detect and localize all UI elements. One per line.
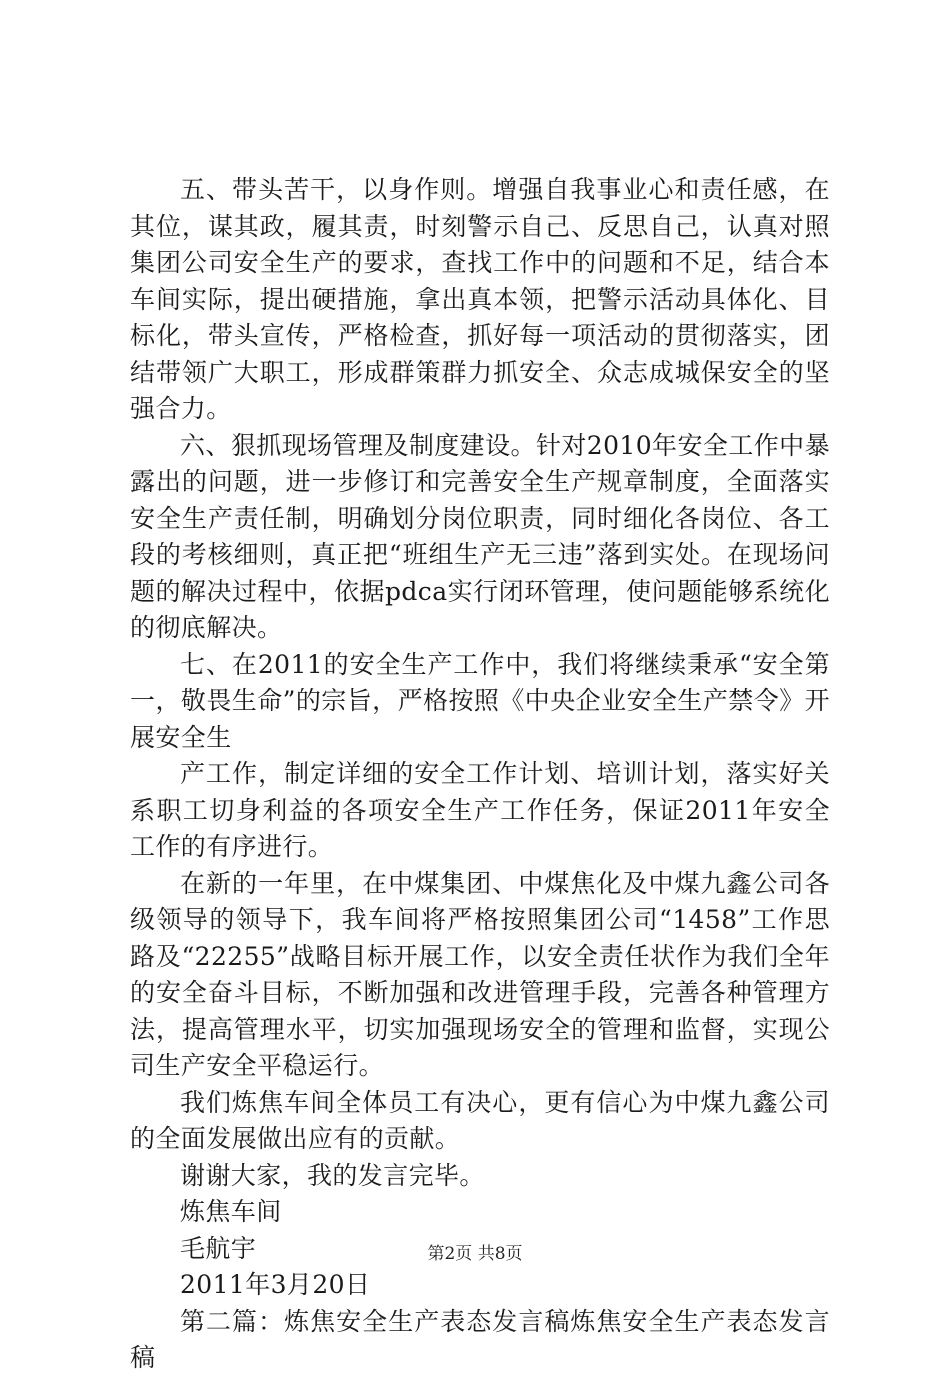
paragraph-6-site-management: 六、狠抓现场管理及制度建设。针对2010年安全工作中暴露出的问题，进一步修订和完善安全生产规章制度，全面落实安全生产责任制，明确划分岗位职责，同时细化各岗位、各工段的考核细则，真正把“班组生产无三违”落到实处。在现场问题的解决过程中，依据pdca实行闭环管理，使问题能够系统化的彻底解决。: [130, 430, 830, 642]
signature-speaker: 毛航宇: [180, 1233, 257, 1263]
paragraph-7-safety-commitment: 七、在2011的安全生产工作中，我们将继续秉承“安全第一，敬畏生命”的宗旨，严格按照《中央企业安全生产禁令》开展安全生: [130, 649, 830, 752]
paragraph-7-continued: 产工作，制定详细的安全工作计划、培训计划，落实好关系职工切身利益的各项安全生产工作任务，保证2011年安全工作的有序进行。: [130, 759, 830, 861]
page-footer: 第2页 共8页: [427, 1244, 523, 1264]
signature-date: 2011年3月20日: [180, 1270, 371, 1299]
paragraph-5-lead-by-example: 五、带头苦干，以身作则。增强自我事业心和责任感，在其位，谋其政，履其责，时刻警示自己、反思自己，认真对照集团公司安全生产的要求，查找工作中的问题和不足，结合本车间实际，提出硬措施，拿出真本领，把警示活动具体化、目标化，带头宣传，严格检查，抓好每一项活动的贯彻落实，团结带领广大职工，形成群策群力抓安全、众志成城保安全的坚强合力。: [130, 175, 830, 423]
next-section-heading: 第二篇：炼焦安全生产表态发言稿炼焦安全生产表态发言稿: [130, 1306, 830, 1372]
signature-department: 炼焦车间: [180, 1197, 282, 1226]
paragraph-new-year-plan: 在新的一年里，在中煤集团、中煤焦化及中煤九鑫公司各级领导的领导下，我车间将严格按照集团公司“1458”工作思路及“22255”战略目标开展工作，以安全责任状作为我们全年的安全奋斗目标，不断加强和改进管理手段，完善各种管理方法，提高管理水平，切实加强现场安全的管理和监督，实现公司生产安全平稳运行。: [130, 868, 830, 1080]
closing-remark: 谢谢大家，我的发言完毕。: [180, 1160, 485, 1190]
document-body: [130, 172, 830, 1377]
paragraph-determination: 我们炼焦车间全体员工有决心，更有信心为中煤九鑫公司的全面发展做出应有的贡献。: [130, 1087, 830, 1153]
